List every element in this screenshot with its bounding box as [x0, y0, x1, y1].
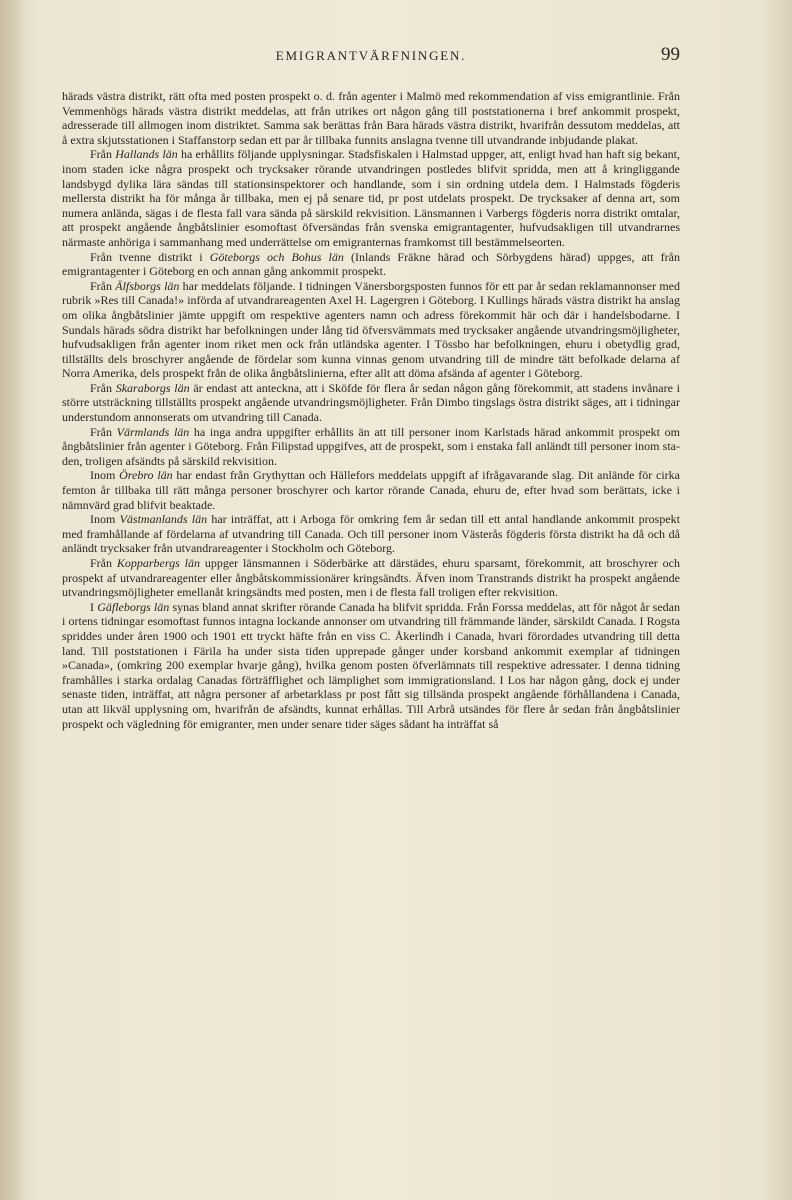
county-name: Hallands län [115, 147, 178, 162]
paragraph [62, 89, 680, 147]
paragraph-text: har endast från Grythyttan och Hällefors meddelats uppgift af ifrågavarande slag. Dit anlände för cirka femton år tillbaka till rätt många personer broschyrer och kartor rörande Canada, ehuru de, efter hvad som berättats, icke i nämnvärd grad blifvit beaktade. [62, 468, 680, 512]
paragraph-text: synas bland annat skrifter rörande Canada ha blifvit spridda. Från Forssa meddelas, att för något år sedan i ortens tidningar esomoftast funnos intagna lockande annonser om utvandring till främmande länder, särskildt Canada. I Rogsta spriddes under åren 1900 och 1901 ett tryckt häfte från en viss C. Åkerlindh i Canada, hvari förordades utvandring till detta land. Till poststationen i Färila ha under sista tiden upprepade gånger under korsband ankommit exemplar af tidningen »Canada», (omkring 200 exemplar hvarje gång), hvilka genom posten öfverlämnats till respektive adressater. I denna tidning framhålles i starka ordalag Canadas förträfflighet och lämplighet som immigrationsland. I Los har någon gång, dock ej under senaste tiden, inträffat, att några personer af arbetarklass pr post fått sig tillsända prospekt angående förhållandena i Canada, utan att likväl upplysning om, hvarifrån de afsändts, kunnat erhållas. Till Arbrå utsändes för flere år sedan från ångbåtslinier prospekt och vägledning för emigranter, men under senare tider säges sådant ha inträffat så [62, 599, 680, 731]
paragraph-text: uppger länsmannen i Söderbärke att därstädes, ehuru sparsamt, förekommit, att broschyrer och prospekt af utvandrareagenter eller ångbåtskommissionärer kringsändts. Äfven inom Transtrands distrikt ha prospekt angående utvandringsmöjligheter emellanåt kringsändts med posten, men i de flesta fall troligen efter rekvisition. [62, 556, 680, 600]
county-name: Gäfleborgs län [97, 599, 170, 614]
paragraph [62, 556, 680, 600]
county-name: Västmanlands län [119, 512, 208, 527]
county-name: Skaraborgs län [115, 380, 190, 395]
paragraph [62, 147, 680, 249]
county-name: Örebro län [119, 468, 173, 483]
binding-shadow [0, 0, 26, 1200]
paragraph-text: har inträffat, att i Arboga för omkring fem år sedan till ett antal handlande ankommit prospekt med framhållande af fördelarna af utvandring till Canada. Och till personer inom Västerås fögderis första distrikt ha då och då anländt trycksaker från utvandrareagenter i Stockholm och Göteborg. [62, 512, 680, 556]
paragraph-text: Från [90, 424, 117, 439]
county-name: Värmlands län [116, 424, 190, 439]
paragraph-text: Inom [90, 468, 120, 483]
paragraph [62, 279, 680, 381]
paragraph-text: Inom [90, 512, 120, 527]
paragraph-text: är endast att anteckna, att i Sköfde för flera år sedan någon gång förekommit, att stadens invånare i större utsträckning tillställts prospekt angående utvandringsmöjligheter. Från Dimbo tingslags östra distrikt säges, att i tidningar understundom annonserats om utvandring till Canada. [62, 380, 680, 425]
county-name: Göteborgs och Bohus län [209, 249, 344, 264]
paragraph-text: Från [90, 380, 116, 395]
paragraph [62, 512, 680, 556]
paragraph [62, 600, 680, 731]
paragraph-text: Från [90, 147, 116, 162]
paragraph-text: ha erhållits följande upplysningar. Stadsfiskalen i Halmstad uppger, att, enligt hvad han haft sig bekant, inom staden icke några prospekt och trycksaker rörande utvandringen postledes blifvit spridda, men att å kringliggande landsbygd dylika lära sändas till stationsinspektorer och handlande, som i sin ordning utdela dem. I Halmstads fögderis mellersta distrikt ha för många år tillbaka, men ej på senare tid, pr post utdelats prospekt. De trycksaker af denna art, som numera anlända, sägas i de flesta fall vara sända på särskild rekvisition. Länsmannen i Varbergs fögderis norra distrikt omtalar, att prospekt angående ångbåtslinier esomoftast öfversändas från svenska emigrantagenter, hufvudsakligen till utvandrarnes närmaste anhöriga i sammanhang med underrättelse om emigranternas framkomst till bestämmelseorten. [62, 147, 681, 249]
paragraph-text: (Inlands Fräkne härad och Sörbygdens härad) uppges, att från emigrantagenter i Göteborg en och annan gång ankommit prospekt. [62, 249, 680, 279]
county-name: Kopparbergs län [116, 556, 200, 570]
paragraph-text: Från tvenne distrikt i [90, 249, 210, 264]
paragraph-text: härads västra distrikt, rätt ofta med posten prospekt o. d. från agenter i Malmö med rekommendation af viss emigrantlinie. Från Vemmenhögs härads västra distrikt meddelas, att från utrikes ort någon gång till poststationerna i bref ankommit prospekt, adresserade till allmogen inom distriktet. Samma sak berättas från Bara härads västra distrikt, hvarifrån dessutom meddelas, att å extra skjutsstationen i Staffanstorp sedan ett par år tillbaka funnits anslagna tvenne till utvandrande inbjudande plakat. [62, 89, 680, 147]
page-number: 99 [661, 44, 680, 65]
page-header [62, 46, 680, 68]
paragraph-text: Från [90, 278, 116, 293]
paragraph [62, 468, 680, 512]
paragraph-text: ha inga andra uppgifter erhållits än att till personer inom Karlstads härad ankommit prospekt om ångbåtslinier från agenter i Göteborg. Från Filipstad uppgifves, att de prospekt, som i enstaka fall anländt till personer inom staden, troligen afsändts på särskild rekvisition. [62, 424, 680, 468]
body-text [62, 89, 680, 731]
paragraph-text: I [90, 599, 98, 614]
county-name: Älfsborgs län [115, 278, 180, 293]
paragraph-text: Från [90, 556, 117, 570]
paragraph [62, 250, 680, 279]
paragraph [62, 381, 680, 425]
paragraph-text: har meddelats följande. I tidningen Vänersborgsposten funnos för ett par år sedan reklamannonser med rubrik »Res till Canada!» införda af utvandrareagenten Axel H. Lagergren i Göteborg. I Kullings härads västra distrikt ha anslag om olika ångbåtslinier jämte uppgift om respektive agenters namn och adress förekommit här och där i handelsbodarne. I Sundals härads södra distrikt har befolkningen under lång tid öfversvämmats med trycksaker angående utvandringsmöjligheter, hufvudsakligen från agenter inom riket men ock från utländska agenter. I Tössbo har befolkningen, ehuru i obetydlig grad, tillställts dels broschyrer angående de fördelar som kunna vinnas genom utvandring till de mindre tätt befolkade delarna af Norra Amerika, dels prospekt från de olika ångbåtslinierna, efter allt att döma afsända af agenter i Göteborg. [62, 278, 680, 381]
running-head: EMIGRANTVÄRFNINGEN. [275, 48, 467, 63]
paragraph [62, 425, 680, 469]
